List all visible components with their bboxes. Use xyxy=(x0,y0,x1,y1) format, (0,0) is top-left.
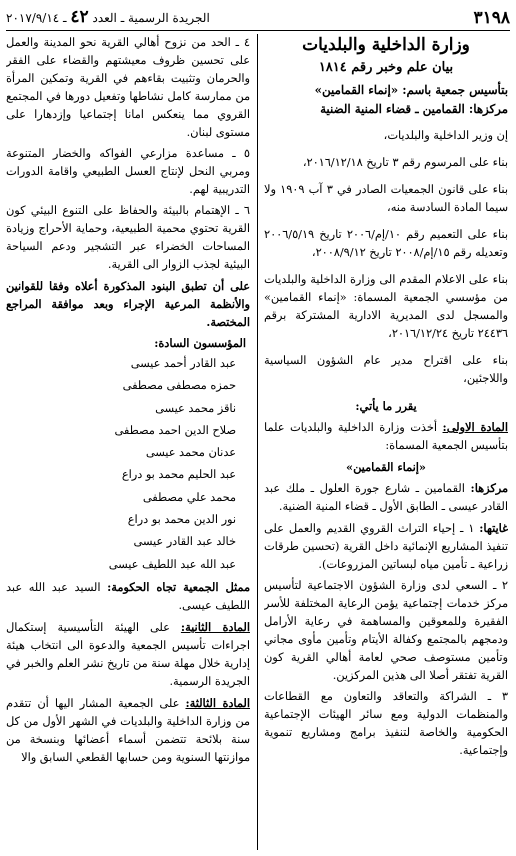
subject-line-1: بتأسيس جمعية باسم: «إنماء القمامين» xyxy=(314,83,508,97)
headquarters-label: مركزها: xyxy=(470,481,508,495)
founders-label: المؤسسون السادة: xyxy=(154,336,246,350)
article-1-label: المادة الاولى: xyxy=(442,420,508,434)
gazette-name: الجريدة الرسمية ـ العدد xyxy=(92,11,210,25)
issue-number: ٤٢ xyxy=(70,7,89,27)
representative-label: ممثل الجمعية تجاه الحكومة: xyxy=(107,579,250,594)
government-representative xyxy=(6,578,250,615)
page-header xyxy=(6,4,510,31)
headquarters xyxy=(264,479,508,516)
founder-name: عبد الله عبد اللطيف عيسى xyxy=(108,557,236,571)
gazette-issue-title xyxy=(6,7,210,30)
article-1 xyxy=(264,418,508,455)
goal-5: ٥ ـ مساعدة مزارعي الفواكه والخضار المتنوعة ومربي النحل لإنتاج العسل الطبيعي واقامة الدورات التدريبية لهم. xyxy=(6,147,250,196)
paragraph-circular: بناء على التعميم رقم ١٠/إم/٢٠٠٦ تاريخ ٢٠٠٦/٥/١٩ وتعديله رقم ١٥/إم/٢٠٠٨ تاريخ ٢٠٠٨/٩/١٢، xyxy=(264,228,508,259)
goal-3: ٣ ـ الشراكة والتعاقد والتعاون مع القطاعات والمنظمات الدولية ومع سائر الهيئات الإجتماعية الحكومية والخاصة لتنفيذ برامج ومشاريع تنموية وإجتماعية. xyxy=(264,690,508,757)
founder-name: خالد عبد القادر عيسى xyxy=(133,535,236,549)
founder-name: عدنان محمد عيسى xyxy=(145,446,236,460)
article-2-label: المادة الثانية: xyxy=(180,619,250,634)
left-column xyxy=(6,34,250,852)
article-2-text: على الهيئة التأسيسية إستكمال اجراءات تأسيس الجمعية والدعوة الى انتخاب هيئة إدارية خلال مهلة سنة من تاريخ نشر العلم والخبر في الجريدة الرسمية. xyxy=(6,620,250,688)
headquarters-text: القمامين ـ شارع جورة العلول ـ ملك عبد القادر عيسى ـ الطابق الأول ـ قضاء المنية الضنية. xyxy=(264,482,508,513)
paragraph-notice: بناء على الاعلام المقدم الى وزارة الداخلية والبلديات من مؤسسي الجمعية المسماة: «إنماء القمامين» والمسجل لدى المديرية الادارية المشتركة برقم ٢٤٤٣٦ تاريخ ٢٠١٦/١٢/٢٤، xyxy=(264,273,508,340)
representative-text: السيد عبد الله عبد اللطيف عيسى. xyxy=(6,580,250,612)
ministry-title: وزارة الداخلية والبلديات xyxy=(302,35,470,55)
right-column xyxy=(264,34,508,852)
founder-name: حمزه مصطفى مصطفى xyxy=(122,379,236,393)
goals-label: غايتها: xyxy=(479,521,508,535)
article-3-label: المادة الثالثة: xyxy=(185,695,250,710)
subject-heading xyxy=(264,81,508,119)
goal-2: ٢ ـ السعي لدى وزارة الشؤون الاجتماعية لتأسيس مركز خدمات إجتماعية يؤمن الرعاية المختلفة للأسر الفقيرة وللمعوقين والمساهمة في رعاية الأرامل ودمجهم بالمجتمع وكفالة الأيتام وتأمين مأوى مجاني وتأمين مستوصف صحي لعامة أهالي القرية كون القرية تفتقر أصلا الى هذين المركزين. xyxy=(264,579,508,682)
goal-6: ٦ ـ الإهتمام بالبيئة والحفاظ على التنوع البيئي كون القرية تحتوي محمية الطبيعية، وحماية الأحراج وزيادة المساحات الخضراء عبر التشجير ودعم السياحة البيئية لجذب الزوار الى القرية. xyxy=(6,204,250,271)
goal-4: ٤ ـ الحد من نزوح أهالي القرية نحو المدينة والعمل على تحسين ظروف معيشتهم والقضاء على الفقر والحرمان وتثبيت بقاءهم في القرية وتمكين المرأة من ممارسة كامل نشاطها وتفعيل دورها في المجتمع القروي مما ينعكس امانا إجتماعيا وإزدهارا على مستوى لبنان. xyxy=(6,36,250,139)
paragraph-proposal: بناء على اقتراح مدير عام الشؤون السياسية واللاجئين، xyxy=(264,354,508,385)
article-1-text: أخذت وزارة الداخلية والبلديات علما بتأسيس الجمعية المسماة: xyxy=(264,421,508,452)
article-2 xyxy=(6,618,250,691)
paragraph-minister: إن وزير الداخلية والبلديات، xyxy=(383,129,508,142)
founders-list xyxy=(6,355,250,574)
article-3-text: على الجمعية المشار اليها أن تتقدم من وزارة الداخلية والبلديات في الشهر الأول من كل سنة بلائحة تتضمن أسماء أعضائها وبنسخة من موازنتها السنوية ومن حسابها القطعي السابق والا xyxy=(6,696,250,764)
founder-name: صلاح الدين احمد مصطفى xyxy=(114,423,236,437)
founder-name: عبد الحليم محمد بو دراع xyxy=(121,468,236,482)
founder-name: نور الدين محمد بو دراع xyxy=(127,513,236,527)
founder-name: ناقز محمد عيسى xyxy=(155,401,236,415)
paragraph-law: بناء على قانون الجمعيات الصادر في ٣ آب ١٩٠٩ ولا سيما المادة السادسة منه، xyxy=(264,183,508,214)
founder-name: محمد علي مصطفى xyxy=(142,490,236,504)
article-3 xyxy=(6,694,250,767)
association-name: «إنماء القمامين» xyxy=(346,460,426,474)
page-number: ٣١٩٨ xyxy=(473,8,510,28)
statement-title: بيان علم وخبر رقم ١٨١٤ xyxy=(318,60,454,75)
goals xyxy=(264,519,508,574)
issue-date: ـ ٢٠١٧/٩/١٤ xyxy=(6,11,67,25)
decides-heading: يقرر ما يأتي: xyxy=(355,399,417,413)
subject-line-2: مركزها: القمامين ـ قضاء المنية الضنية xyxy=(320,102,508,116)
goal-1: ١ ـ إحياء التراث القروي القديم والعمل على تنفيذ المشاريع الإنمائية داخل القرية (تحسين طرقات زراعية ـ تأمين مياه لبساتين المزروعات). xyxy=(264,522,508,571)
column-divider xyxy=(257,34,258,850)
conditions-paragraph: على أن تطبق البنود المذكورة أعلاه وفقا للقوانين والأنظمة المرعية الإجراء وبعد موافقة المراجع المختصة. xyxy=(6,279,250,329)
paragraph-decree: بناء على المرسوم رقم ٣ تاريخ ٢٠١٦/١٢/١٨، xyxy=(302,156,508,169)
founder-name: عبد القادر أحمد عيسى xyxy=(130,357,236,370)
